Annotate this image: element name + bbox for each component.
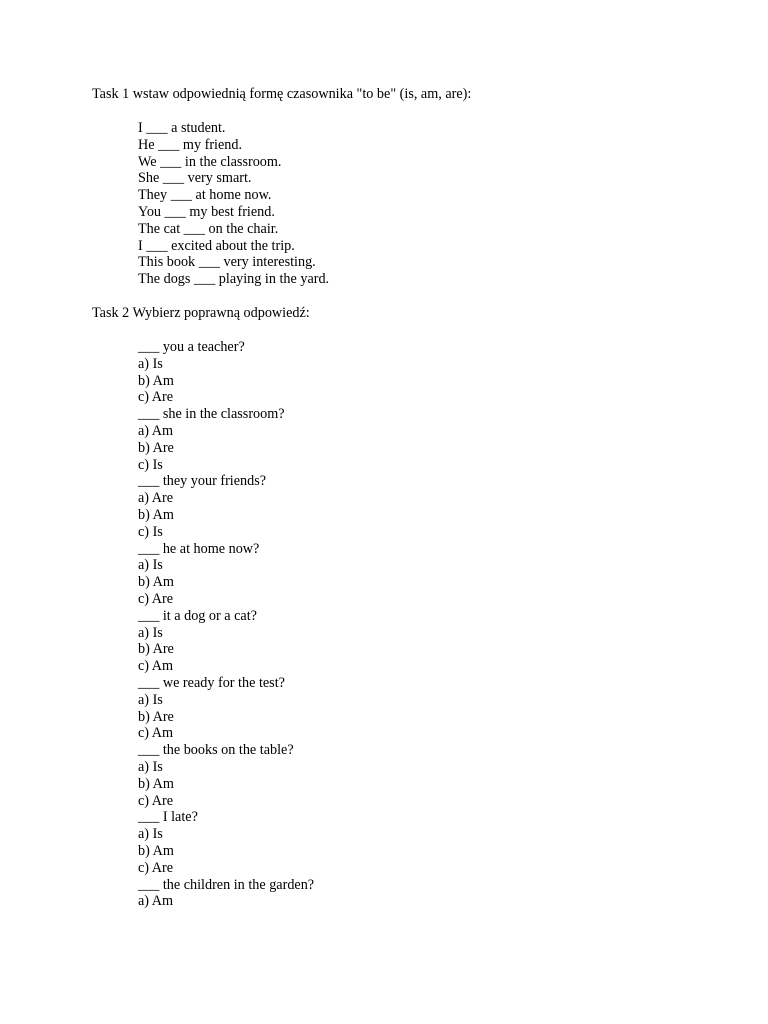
item-text: They ___ at home now. bbox=[138, 187, 272, 204]
item-text: The dogs ___ playing in the yard. bbox=[138, 271, 330, 288]
item-text: She ___ very smart. bbox=[138, 170, 252, 187]
item-text: The cat ___ on the chair. bbox=[138, 220, 279, 237]
task1-heading: Task 1 wstaw odpowiednią formę czasownika "to be" (is, am, are): bbox=[92, 86, 472, 102]
task2-heading: Task 2 Wybierz poprawną odpowiedź: bbox=[92, 305, 310, 321]
document-page: Task 1 wstaw odpowiednią formę czasownika "to be" (is, am, are): I ___ a student. He ___ my friend. We ___ in the classroom. She ___ very smart. They ___ at home now. You ___ my best friend. The cat ___ on the chair. I ___ excited about the trip. This book ___ very interesting. The dogs ___ playing in the yard. Task 2 Wybierz poprawną odpowiedź: ___ you a teacher? a) Is b) Am c) Are ___ she in the classroom? a) Am b) Are c) Is ___ they your friends? a) Are b) Am c) Is ___ he at home now? a) Is b) Am c) Are ___ it a dog or a cat? a) Is b) Are c) Am ___ we ready for the test? a) Is b) Are c) Am ___ the books on the table? a) Is b) Am c) Are ___ I late? a) Is b) Am c) Are ___ the children in the garden? a) Am bbox=[92, 86, 472, 910]
item-text: I ___ excited about the trip. bbox=[138, 237, 295, 254]
question-text: ___ the children in the garden? bbox=[138, 876, 315, 893]
item-text: He ___ my friend. bbox=[138, 136, 243, 153]
question-text: ___ the books on the table? bbox=[138, 742, 294, 759]
question-text: ___ he at home now? bbox=[138, 540, 260, 557]
question-text: ___ I late? bbox=[138, 809, 198, 826]
item-text: I ___ a student. bbox=[138, 120, 226, 136]
question-text: ___ it a dog or a cat? bbox=[138, 607, 257, 624]
question-text: ___ she in the classroom? bbox=[138, 406, 285, 423]
item-text: You ___ my best friend. bbox=[138, 203, 275, 220]
question-text: ___ they your friends? bbox=[138, 473, 267, 490]
question-text: ___ we ready for the test? bbox=[138, 674, 285, 691]
item-text: This book ___ very interesting. bbox=[138, 254, 316, 271]
question-text: ___ you a teacher? bbox=[138, 339, 245, 355]
item-text: We ___ in the classroom. bbox=[138, 153, 282, 170]
